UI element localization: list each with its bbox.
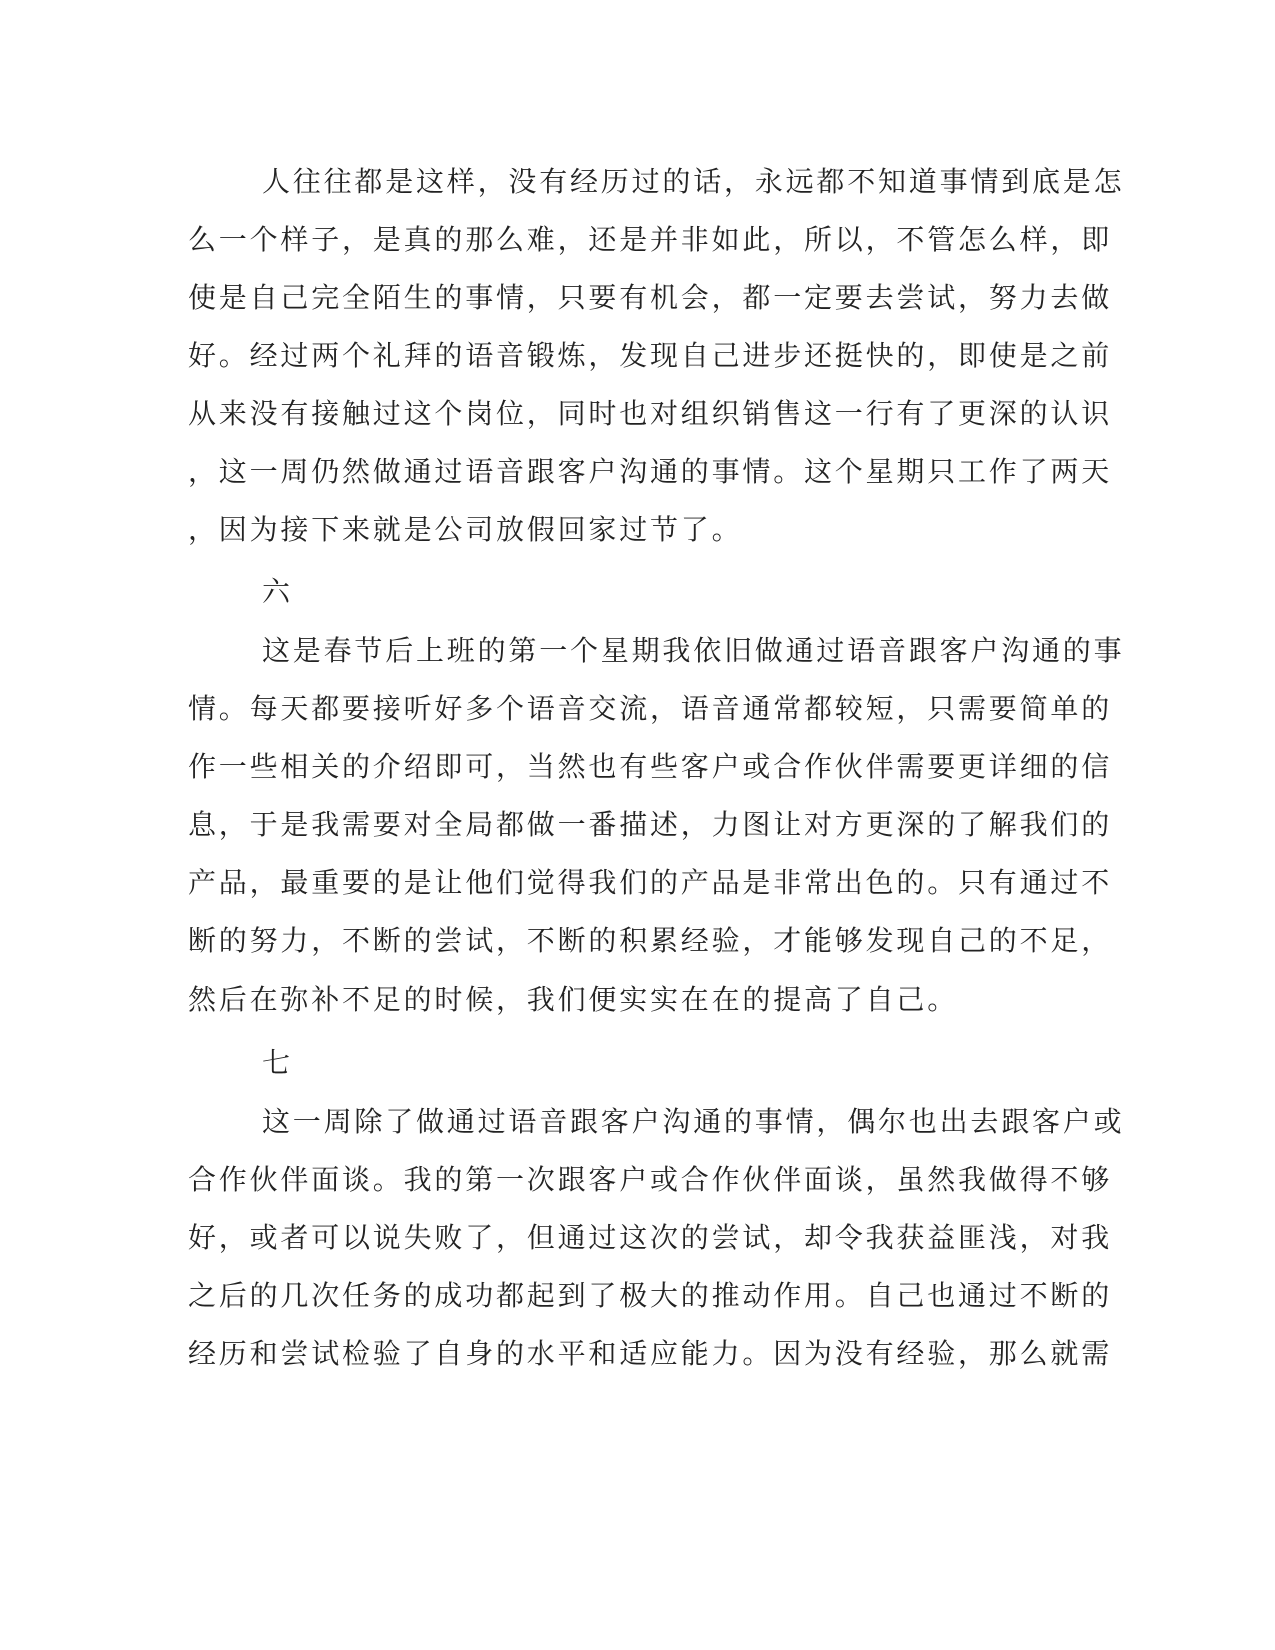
text-line: 断的努力，不断的尝试，不断的积累经验，才能够发现自己的不足， [188,924,1113,957]
text-line: ，这一周仍然做通过语音跟客户沟通的事情。这个星期只工作了两天 [188,455,1113,488]
text-line: 作一些相关的介绍即可，当然也有些客户或合作伙伴需要更详细的信 [188,750,1113,783]
section-heading-seven: 七 [262,1046,293,1079]
text-line: 产品，最重要的是让他们觉得我们的产品是非常出色的。只有通过不 [188,866,1113,899]
text-line: 之后的几次任务的成功都起到了极大的推动作用。自己也通过不断的 [188,1279,1113,1312]
text-line: 经历和尝试检验了自身的水平和适应能力。因为没有经验，那么就需 [188,1337,1113,1370]
text-line: 从来没有接触过这个岗位，同时也对组织销售这一行有了更深的认识 [188,397,1113,430]
text-line: 这一周除了做通过语音跟客户沟通的事情，偶尔也出去跟客户或 [262,1105,1125,1138]
text-line: 么一个样子，是真的那么难，还是并非如此，所以，不管怎么样，即 [188,223,1113,256]
text-line: 合作伙伴面谈。我的第一次跟客户或合作伙伴面谈，虽然我做得不够 [188,1163,1113,1196]
text-line: 然后在弥补不足的时候，我们便实实在在的提高了自己。 [188,983,959,1016]
text-line: 好。经过两个礼拜的语音锻炼，发现自己进步还挺快的，即使是之前 [188,339,1113,372]
section-heading-six: 六 [262,575,293,608]
text-line: 息，于是我需要对全局都做一番描述，力图让对方更深的了解我们的 [188,808,1113,841]
text-line: 情。每天都要接听好多个语音交流，语音通常都较短，只需要简单的 [188,692,1113,725]
text-line: 使是自己完全陌生的事情，只要有机会，都一定要去尝试，努力去做 [188,281,1113,314]
text-line: ，因为接下来就是公司放假回家过节了。 [188,513,743,546]
text-line: 好，或者可以说失败了，但通过这次的尝试，却令我获益匪浅，对我 [188,1221,1113,1254]
text-line: 人往往都是这样，没有经历过的话，永远都不知道事情到底是怎 [262,165,1125,198]
text-line: 这是春节后上班的第一个星期我依旧做通过语音跟客户沟通的事 [262,634,1125,667]
